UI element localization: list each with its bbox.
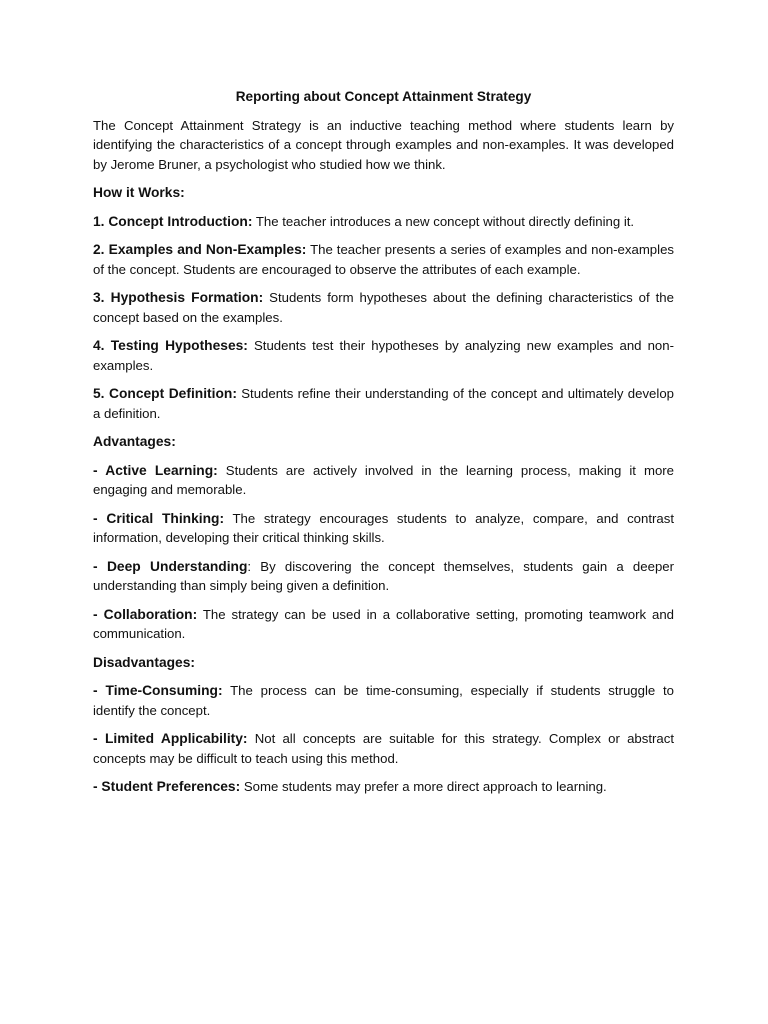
item-text: Not all concepts are suitable for this strategy. Complex or abstract concepts may be difficult to teach using this method. xyxy=(93,731,674,766)
item-term: - Student Preferences: xyxy=(93,779,241,794)
document-title: Reporting about Concept Attainment Strategy xyxy=(235,89,532,104)
list-item xyxy=(93,336,674,375)
item-term: 2. Examples and Non-Examples: xyxy=(93,242,307,257)
list-item xyxy=(93,384,674,423)
list-item xyxy=(93,212,674,232)
item-term: - Collaboration: xyxy=(93,606,198,622)
item-term: 3. Hypothesis Formation: xyxy=(93,290,264,305)
item-term: 5. Concept Definition: xyxy=(93,386,237,401)
list-item xyxy=(93,509,674,548)
item-term: - Limited Applicability: xyxy=(93,731,248,746)
item-text: The strategy encourages students to analyze, compare, and contrast information, developing their critical thinking skills. xyxy=(93,510,674,545)
item-text: Students form hypotheses about the defining characteristics of the concept based on the examples. xyxy=(93,290,674,325)
document-body xyxy=(93,87,674,806)
list-item xyxy=(93,729,674,768)
advantages-heading: Advantages: xyxy=(93,434,176,449)
how-it-works-heading: How it Works: xyxy=(93,185,185,200)
item-text: Some students may prefer a more direct approach to learning. xyxy=(240,779,607,794)
item-text: Students refine their understanding of the concept and ultimately develop a definition. xyxy=(93,386,674,421)
list-item xyxy=(93,777,674,797)
item-text: The process can be time-consuming, especially if students struggle to identify the concept. xyxy=(93,683,674,718)
list-item xyxy=(93,605,674,644)
item-term: - Deep Understanding xyxy=(93,558,248,574)
disadvantages-heading: Disadvantages: xyxy=(93,654,195,670)
item-term: - Critical Thinking: xyxy=(93,510,225,526)
list-item xyxy=(93,240,674,279)
item-term: 1. Concept Introduction: xyxy=(93,213,253,229)
intro-paragraph: The Concept Attainment Strategy is an inductive teaching method where students learn by identifying the characteristics of a concept through examples and non-examples. It was developed by Jerome Bruner, a psychologist who studied how we think. xyxy=(93,117,674,172)
item-text: The strategy can be used in a collaborative setting, promoting teamwork and communication. xyxy=(93,606,674,641)
item-text: Students test their hypotheses by analyzing new examples and non-examples. xyxy=(93,338,674,373)
list-item xyxy=(93,557,674,596)
list-item xyxy=(93,681,674,720)
item-text: The teacher presents a series of examples and non-examples of the concept. Students are encouraged to observe the attributes of each example. xyxy=(93,242,674,277)
item-text: Students are actively involved in the learning process, making it more engaging and memorable. xyxy=(93,462,675,497)
list-item xyxy=(93,288,674,327)
item-term: - Time-Consuming: xyxy=(93,683,223,698)
item-term: - Active Learning: xyxy=(93,462,218,478)
item-text: : By discovering the concept themselves, students gain a deeper understanding than simply being given a definition. xyxy=(93,558,674,593)
list-item xyxy=(93,461,674,500)
item-text: The teacher introduces a new concept without directly defining it. xyxy=(252,213,635,229)
item-term: 4. Testing Hypotheses: xyxy=(93,338,248,353)
